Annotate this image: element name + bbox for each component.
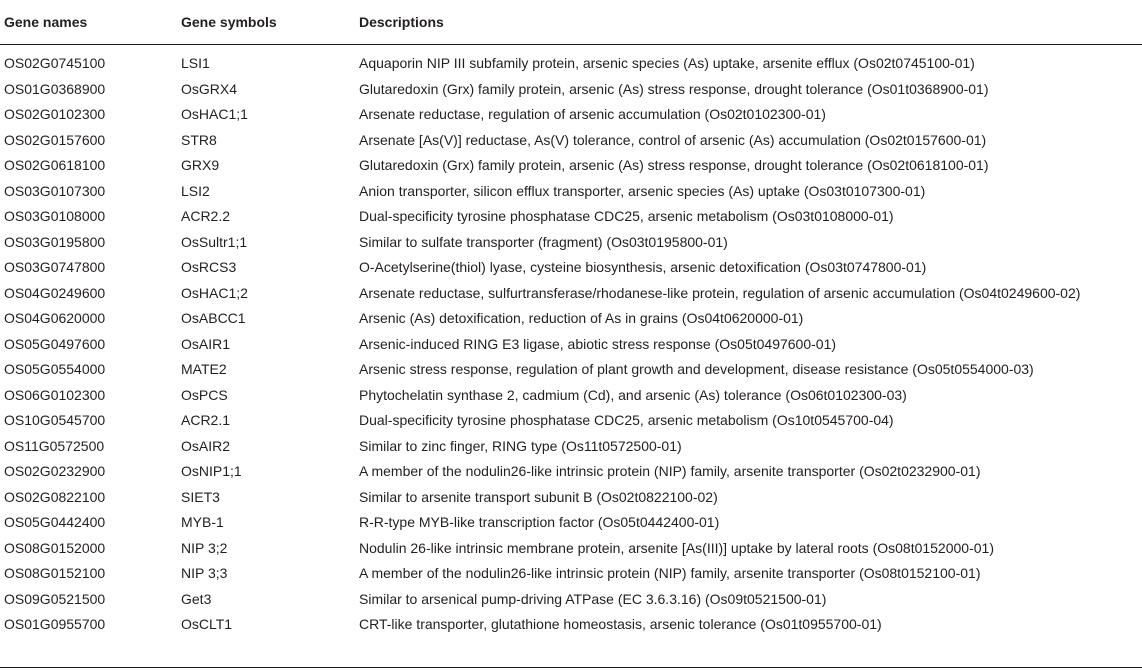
gene-name-cell: OS02G0822100 xyxy=(4,488,106,505)
description-cell: Arsenic-induced RING E3 ligase, abiotic stress response (Os05t0497600-01) xyxy=(359,335,837,352)
gene-name-cell: OS02G0102300 xyxy=(4,106,106,122)
gene-symbol-cell: MATE2 xyxy=(181,361,227,377)
table-row xyxy=(0,77,1142,103)
table-row xyxy=(0,153,1142,179)
gene-symbol-cell: ACR2.2 xyxy=(181,208,231,224)
description-cell: Similar to zinc finger, RING type (Os11t0572500-01) xyxy=(359,437,682,454)
description-cell: Arsenic stress response, regulation of plant growth and development, disease resistance (Os05t0554000-03) xyxy=(359,361,1034,377)
gene-name-cell: OS08G0152100 xyxy=(4,565,106,581)
gene-name-cell: OS02G0618100 xyxy=(4,157,106,173)
table-row xyxy=(0,128,1142,154)
table-row xyxy=(0,306,1142,332)
table-row xyxy=(0,51,1142,77)
gene-name-cell: OS01G0368900 xyxy=(4,80,106,97)
gene-name-cell: OS10G0545700 xyxy=(4,412,106,428)
gene-name-cell: OS01G0955700 xyxy=(4,616,106,632)
gene-symbol-cell: OsAIR2 xyxy=(181,437,231,454)
table-bottom-rule xyxy=(0,667,1142,668)
description-cell: O-Acetylserine(thiol) lyase, cysteine biosynthesis, arsenic detoxification (Os03t0747800-01) xyxy=(359,259,927,275)
gene-name-cell: OS04G0620000 xyxy=(4,310,106,326)
table-row xyxy=(0,230,1142,256)
description-cell: Dual-specificity tyrosine phosphatase CDC25, arsenic metabolism (Os03t0108000-01) xyxy=(359,208,894,224)
gene-symbol-cell: OsAIR1 xyxy=(181,335,231,352)
gene-symbol-cell: OsRCS3 xyxy=(181,259,237,275)
gene-symbol-cell: Get3 xyxy=(181,590,212,607)
gene-name-cell: OS02G0745100 xyxy=(4,55,106,71)
gene-symbol-cell: OsHAC1;2 xyxy=(181,284,248,301)
description-cell: Phytochelatin synthase 2, cadmium (Cd), and arsenic (As) tolerance (Os06t0102300-03) xyxy=(359,386,907,403)
table-row xyxy=(0,434,1142,460)
gene-symbol-cell: OsABCC1 xyxy=(181,310,246,326)
table-row xyxy=(0,357,1142,383)
description-cell: Dual-specificity tyrosine phosphatase CDC25, arsenic metabolism (Os10t0545700-04) xyxy=(359,412,894,428)
description-cell: CRT-like transporter, glutathione homeostasis, arsenic tolerance (Os01t0955700-01) xyxy=(359,616,882,632)
gene-symbol-cell: OsHAC1;1 xyxy=(181,106,248,122)
gene-name-cell: OS03G0107300 xyxy=(4,182,106,199)
description-cell: A member of the nodulin26-like intrinsic protein (NIP) family, arsenite transporter (Os08t0152100-01) xyxy=(359,565,981,581)
gene-symbol-cell: NIP 3;2 xyxy=(181,539,228,556)
gene-symbol-cell: OsPCS xyxy=(181,386,228,403)
description-cell: Glutaredoxin (Grx) family protein, arsenic (As) stress response, drought tolerance (Os01t0368900-01) xyxy=(359,80,989,97)
header-descriptions: Descriptions xyxy=(359,14,444,30)
table-row xyxy=(0,332,1142,358)
gene-name-cell: OS08G0152000 xyxy=(4,539,106,556)
description-cell: Anion transporter, silicon efflux transporter, arsenic species (As) uptake (Os03t0107300-01) xyxy=(359,182,926,199)
gene-name-cell: OS05G0497600 xyxy=(4,335,106,352)
description-cell: Similar to arsenical pump-driving ATPase (EC 3.6.3.16) (Os09t0521500-01) xyxy=(359,590,827,607)
table-row xyxy=(0,408,1142,434)
gene-symbol-cell: LSI2 xyxy=(181,182,210,199)
description-cell: R-R-type MYB-like transcription factor (Os05t0442400-01) xyxy=(359,514,720,530)
table-row xyxy=(0,281,1142,307)
gene-symbol-cell: LSI1 xyxy=(181,55,210,71)
description-cell: Arsenic (As) detoxification, reduction of As in grains (Os04t0620000-01) xyxy=(359,310,804,326)
header-gene-names: Gene names xyxy=(4,14,88,30)
gene-name-cell: OS06G0102300 xyxy=(4,386,106,403)
gene-name-cell: OS03G0747800 xyxy=(4,259,106,275)
gene-name-cell: OS04G0249600 xyxy=(4,284,106,301)
table-row xyxy=(0,561,1142,587)
description-cell: Glutaredoxin (Grx) family protein, arsenic (As) stress response, drought tolerance (Os02t0618100-01) xyxy=(359,157,989,173)
gene-name-cell: OS05G0442400 xyxy=(4,514,106,530)
gene-symbol-cell: SIET3 xyxy=(181,488,220,505)
gene-symbol-cell: OsGRX4 xyxy=(181,80,238,97)
gene-symbol-cell: OsSultr1;1 xyxy=(181,233,248,250)
gene-name-cell: OS05G0554000 xyxy=(4,361,106,377)
table-row xyxy=(0,383,1142,409)
gene-name-cell: OS03G0108000 xyxy=(4,208,106,224)
description-cell: A member of the nodulin26-like intrinsic protein (NIP) family, arsenite transporter (Os02t0232900-01) xyxy=(359,463,981,479)
table-row xyxy=(0,102,1142,128)
table-row xyxy=(0,612,1142,638)
header-divider xyxy=(0,44,1142,45)
description-cell: Similar to arsenite transport subunit B (Os02t0822100-02) xyxy=(359,488,718,505)
gene-name-cell: OS09G0521500 xyxy=(4,590,106,607)
gene-symbol-cell: MYB-1 xyxy=(181,514,224,530)
table-row xyxy=(0,255,1142,281)
table-row xyxy=(0,510,1142,536)
description-cell: Arsenate reductase, regulation of arsenic accumulation (Os02t0102300-01) xyxy=(359,106,826,122)
gene-symbol-cell: NIP 3;3 xyxy=(181,565,228,581)
gene-name-cell: OS11G0572500 xyxy=(4,437,105,454)
description-cell: Arsenate [As(V)] reductase, As(V) tolerance, control of arsenic (As) accumulation (Os02t0157600-01) xyxy=(359,131,987,148)
table-row xyxy=(0,179,1142,205)
description-cell: Aquaporin NIP III subfamily protein, arsenic species (As) uptake, arsenite efflux (Os02t0745100-01) xyxy=(359,55,975,71)
description-cell: Arsenate reductase, sulfurtransferase/rhodanese-like protein, regulation of arsenic accumulation (Os04t0249600-02) xyxy=(359,284,1081,301)
table-row xyxy=(0,587,1142,613)
gene-name-cell: OS03G0195800 xyxy=(4,233,106,250)
description-cell: Similar to sulfate transporter (fragment) (Os03t0195800-01) xyxy=(359,233,728,250)
gene-symbol-cell: STR8 xyxy=(181,131,217,148)
gene-symbol-cell: OsNIP1;1 xyxy=(181,463,242,479)
gene-symbol-cell: ACR2.1 xyxy=(181,412,231,428)
table-row xyxy=(0,204,1142,230)
table-row xyxy=(0,459,1142,485)
gene-symbol-cell: GRX9 xyxy=(181,157,220,173)
gene-name-cell: OS02G0232900 xyxy=(4,463,106,479)
description-cell: Nodulin 26-like intrinsic membrane protein, arsenite [As(III)] uptake by lateral roots (Os08t0152000-01) xyxy=(359,539,994,556)
table-body xyxy=(0,51,1142,638)
header-gene-symbols: Gene symbols xyxy=(181,14,277,30)
table-header xyxy=(0,0,1142,44)
gene-symbol-cell: OsCLT1 xyxy=(181,616,233,632)
gene-name-cell: OS02G0157600 xyxy=(4,131,106,148)
table-row xyxy=(0,536,1142,562)
table-row xyxy=(0,485,1142,511)
